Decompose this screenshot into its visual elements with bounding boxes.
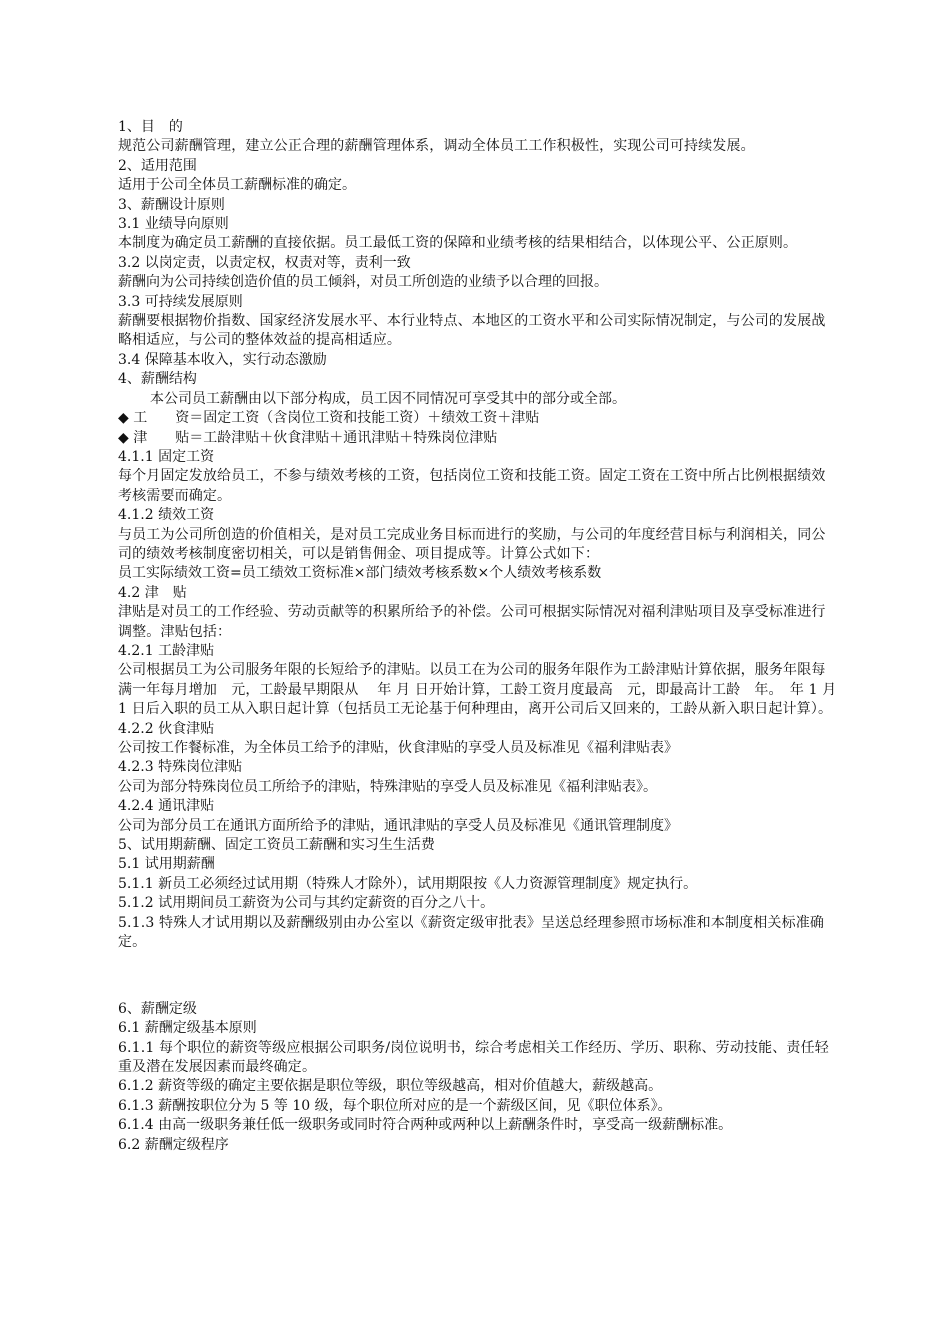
text-line: 6.1.3 薪酬按职位分为 5 等 10 级，每个职位所对应的是一个薪级区间，见《职位体系》。 [118, 1097, 672, 1114]
text-line: 3.2 以岗定责，以责定权，权责对等，责利一致 [118, 254, 411, 271]
text-line: 5.1.1 新员工必须经过试用期（特殊人才除外），试用期限按《人力资源管理制度》规定执行。 [118, 875, 698, 892]
text-line: 4.2 津 贴 [118, 584, 187, 601]
text-line: 5.1.3 特殊人才试用期以及薪酬级别由办公室以《薪资定级审批表》呈送总经理参照市场标准和本制度相关标准确定。 [118, 914, 825, 951]
text-line: 公司为部分员工在通讯方面所给予的津贴，通讯津贴的享受人员及标准见《通讯管理制度》 [118, 817, 678, 834]
text-line: 6、薪酬定级 [118, 1000, 197, 1017]
text-line: 本公司员工薪酬由以下部分构成，员工因不同情况可享受其中的部分或全部。 [150, 390, 626, 407]
text-line: ◆ 工 资＝固定工资（含岗位工资和技能工资）＋绩效工资＋津贴 [118, 410, 540, 427]
text-line: 公司为部分特殊岗位员工所给予的津贴，特殊津贴的享受人员及标准见《福利津贴表》。 [118, 778, 657, 795]
text-line: 与员工为公司所创造的价值相关，是对员工完成业务目标而进行的奖励，与公司的年度经营目标与利润相关，同公司的绩效考核制度密切相关，可以是销售佣金、项目提成等。计算公式如下： [118, 526, 826, 562]
text-line: 6.1.4 由高一级职务兼任低一级职务或同时符合两种或两种以上薪酬条件时，享受高一级薪酬标准。 [118, 1117, 733, 1134]
text-line: 4.2.4 通讯津贴 [118, 798, 215, 815]
text-line: 本制度为确定员工薪酬的直接依据。员工最低工资的保障和业绩考核的结果相结合，以体现公平、公正原则。 [118, 235, 798, 252]
text-line: 6.2 薪酬定级程序 [118, 1136, 229, 1153]
text-line: 2、适用范围 [118, 157, 197, 174]
text-line: 4、薪酬结构 [118, 371, 197, 388]
text-line: 公司根据员工为公司服务年限的长短给予的津贴。以员工在为公司的服务年限作为工龄津贴计算依据，服务年限每满一年每月增加 元，工龄最早期限从 年 月 日开始计算，工龄工资月度最高 元，即最高计工龄 年。 年 1 月 1 日后入职的员工从入职日起计算（包括员工无论基于何种理由，离开公司后又回来的，工龄从新入职日起计算）。 [118, 662, 837, 718]
text-line: 4.2.2 伙食津贴 [118, 720, 215, 737]
text-line: 4.1.1 固定工资 [118, 448, 215, 465]
text-line: 3.4 保障基本收入，实行动态激励 [118, 351, 327, 368]
text-line: 6.1.1 每个职位的薪资等级应根据公司职务/岗位说明书，综合考虑相关工作经历、学历、职称、劳动技能、责任轻重及潜在发展因素而最终确定。 [118, 1039, 829, 1076]
text-line: 员工实际绩效工资=员工绩效工资标准×部门绩效考核系数×个人绩效考核系数 [118, 565, 602, 582]
text-line: 5.1.2 试用期间员工薪资为公司与其约定薪资的百分之八十。 [118, 895, 495, 912]
text-line: 4.2.3 特殊岗位津贴 [118, 759, 243, 776]
text-line: 5、试用期薪酬、固定工资员工薪酬和实习生生活费 [118, 837, 435, 854]
text-line: 每个月固定发放给员工，不参与绩效考核的工资，包括岗位工资和技能工资。固定工资在工资中所占比例根据绩效考核需要而确定。 [118, 468, 826, 504]
text-line: 3、薪酬设计原则 [118, 196, 225, 213]
document-page [118, 118, 838, 1155]
text-line: 4.2.1 工龄津贴 [118, 642, 215, 659]
text-line: 3.3 可持续发展原则 [118, 293, 243, 310]
text-line: 6.1 薪酬定级基本原则 [118, 1020, 257, 1037]
text-line: 4.1.2 绩效工资 [118, 507, 215, 524]
text-line: 5.1 试用期薪酬 [118, 856, 215, 873]
text-line: 津贴是对员工的工作经验、劳动贡献等的积累所给予的补偿。公司可根据实际情况对福利津贴项目及享受标准进行调整。津贴包括： [118, 604, 826, 640]
text-line: 1、目 的 [118, 119, 183, 135]
text-line: 3.1 业绩导向原则 [118, 216, 229, 233]
blank-line [118, 966, 838, 985]
text-line: 薪酬向为公司持续创造价值的员工倾斜，对员工所创造的业绩予以合理的回报。 [118, 274, 608, 291]
text-line: 6.1.2 薪资等级的确定主要依据是职位等级，职位等级越高，相对价值越大，薪级越高。 [118, 1078, 663, 1095]
text-line: 规范公司薪酬管理，建立公正合理的薪酬管理体系，调动全体员工工作积极性，实现公司可持续发展。 [118, 138, 755, 155]
text-line: 薪酬要根据物价指数、国家经济发展水平、本行业特点、本地区的工资水平和公司实际情况制定，与公司的发展战略相适应，与公司的整体效益的提高相适应。 [118, 313, 826, 349]
text-line: ◆ 津 贴＝工龄津贴＋伙食津贴＋通讯津贴＋特殊岗位津贴 [118, 429, 498, 446]
text-line: 公司按工作餐标准，为全体员工给予的津贴，伙食津贴的享受人员及标准见《福利津贴表》 [118, 740, 678, 756]
text-line: 适用于公司全体员工薪酬标准的确定。 [118, 177, 356, 194]
